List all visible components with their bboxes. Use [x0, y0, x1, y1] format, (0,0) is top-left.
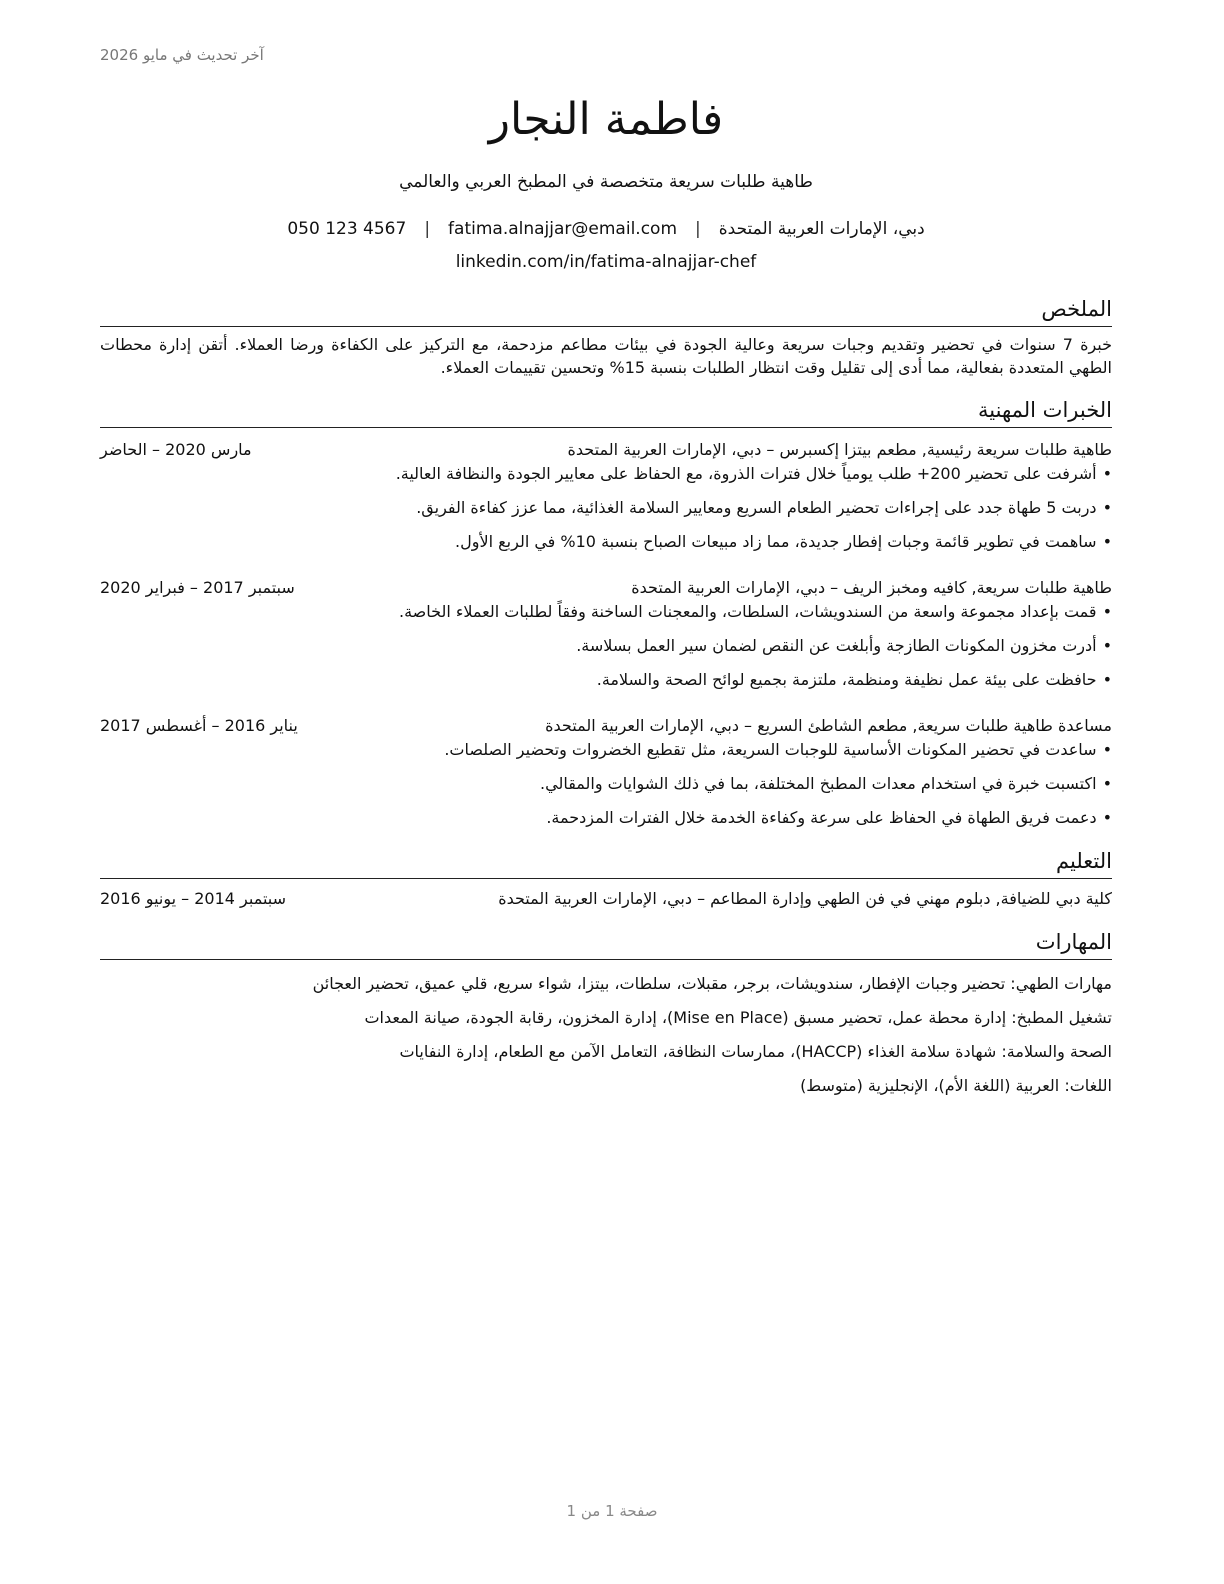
page-footer: صفحة 1 من 1	[566, 1502, 658, 1520]
education-heading-text: كلية دبي للضيافة, دبلوم مهني في فن الطهي وإدارة المطاعم – دبي، الإمارات العربية المتحدة	[498, 889, 1112, 908]
education-entry	[100, 887, 1112, 911]
phone-number: 050 123 4567	[287, 219, 407, 239]
job-dates: سبتمبر 2017 – فبراير 2020	[100, 578, 295, 597]
job-heading: طاهية طلبات سريعة رئيسية, مطعم بيتزا إكسبرس – دبي، الإمارات العربية المتحدة	[567, 440, 1112, 459]
job-bullet: • ساهمت في تطوير قائمة وجبات إفطار جديدة، مما زاد مبيعات الصباح بنسبة 10% في الربع الأول.	[100, 530, 1112, 554]
experience-heading: الخبرات المهنية	[100, 395, 1112, 428]
location-text: دبي، الإمارات العربية المتحدة	[718, 219, 925, 239]
job-entry	[100, 714, 1112, 830]
skills-line: تشغيل المطبخ: إدارة محطة عمل، تحضير مسبق (Mise en Place)، إدارة المخزون، رقابة الجودة، صيانة المعدات	[364, 1008, 1112, 1027]
education-dates: سبتمبر 2014 – يونيو 2016	[100, 889, 287, 908]
job-bullet: • حافظت على بيئة عمل نظيفة ومنظمة، ملتزمة بجميع لوائح الصحة والسلامة.	[100, 668, 1112, 692]
contact-line	[100, 216, 1112, 242]
job-bullets	[100, 600, 1112, 692]
skills-list	[100, 972, 1112, 1098]
contact-separator: |	[695, 219, 701, 239]
job-bullet: • أشرفت على تحضير 200+ طلب يومياً خلال فترات الذروة، مع الحفاظ على معايير الجودة والنظافة العالية.	[100, 462, 1112, 486]
skills-heading: المهارات	[100, 927, 1112, 960]
job-header	[100, 714, 1112, 738]
job-entry	[100, 438, 1112, 554]
linkedin-link[interactable]: linkedin.com/in/fatima-alnajjar-chef	[455, 252, 757, 272]
job-heading: طاهية طلبات سريعة, كافيه ومخبز الريف – دبي، الإمارات العربية المتحدة	[631, 578, 1112, 597]
job-bullets	[100, 462, 1112, 554]
job-heading: مساعدة طاهية طلبات سريعة, مطعم الشاطئ السريع – دبي، الإمارات العربية المتحدة	[545, 716, 1112, 735]
job-dates: يناير 2016 – أغسطس 2017	[100, 716, 298, 735]
email-link[interactable]: fatima.alnajjar@email.com	[448, 219, 677, 239]
job-bullet: • قمت بإعداد مجموعة واسعة من السندويشات، السلطات، والمعجنات الساخنة وفقاً لطلبات العملاء الخاصة.	[100, 600, 1112, 624]
education-heading: التعليم	[100, 846, 1112, 879]
job-dates: مارس 2020 – الحاضر	[100, 440, 252, 459]
job-bullet: • دعمت فريق الطهاة في الحفاظ على سرعة وكفاءة الخدمة خلال الفترات المزدحمة.	[100, 806, 1112, 830]
job-bullet: • أدرت مخزون المكونات الطازجة وأبلغت عن النقص لضمان سير العمل بسلاسة.	[100, 634, 1112, 658]
candidate-headline: طاهية طلبات سريعة متخصصة في المطبخ العربي والعالمي	[399, 172, 813, 192]
resume-content	[100, 92, 1112, 1108]
job-bullet: • ساعدت في تحضير المكونات الأساسية للوجبات السريعة، مثل تقطيع الخضروات وتحضير الصلصات.	[100, 738, 1112, 762]
last-updated-note: آخر تحديث في مايو 2026	[100, 46, 264, 64]
skills-line: اللغات: العربية (اللغة الأم)، الإنجليزية (متوسط)	[800, 1076, 1112, 1095]
job-bullet: • اكتسبت خبرة في استخدام معدات المطبخ المختلفة، بما في ذلك الشوايات والمقالي.	[100, 772, 1112, 796]
skills-line: مهارات الطهي: تحضير وجبات الإفطار، سندويشات، برجر، مقبلات، سلطات، بيتزا، شواء سريع، قلي عميق، تحضير العجائن	[312, 974, 1112, 993]
job-header	[100, 438, 1112, 462]
summary-heading: الملخص	[100, 294, 1112, 327]
contact-separator: |	[424, 219, 431, 239]
summary-text: خبرة 7 سنوات في تحضير وتقديم وجبات سريعة وعالية الجودة في بيئات مطاعم مزدحمة، مع التركيز على الكفاءة ورضا العملاء. أتقن إدارة محطات الطهي المتعددة بفعالية، مما أدى إلى تقليل وقت انتظار الطلبات بنسبة 15% وتحسين تقييمات العملاء.	[100, 335, 1113, 377]
job-header	[100, 576, 1112, 600]
skills-line: الصحة والسلامة: شهادة سلامة الغذاء (HACCP)، ممارسات النظافة، التعامل الآمن مع الطعام، إدارة النفايات	[399, 1042, 1112, 1061]
job-bullets	[100, 738, 1112, 830]
job-entry	[100, 576, 1112, 692]
job-bullet: • دربت 5 طهاة جدد على إجراءات تحضير الطعام السريع ومعايير السلامة الغذائية، مما عزز كفاءة الفريق.	[100, 496, 1112, 520]
candidate-name: فاطمة النجار	[488, 94, 724, 145]
